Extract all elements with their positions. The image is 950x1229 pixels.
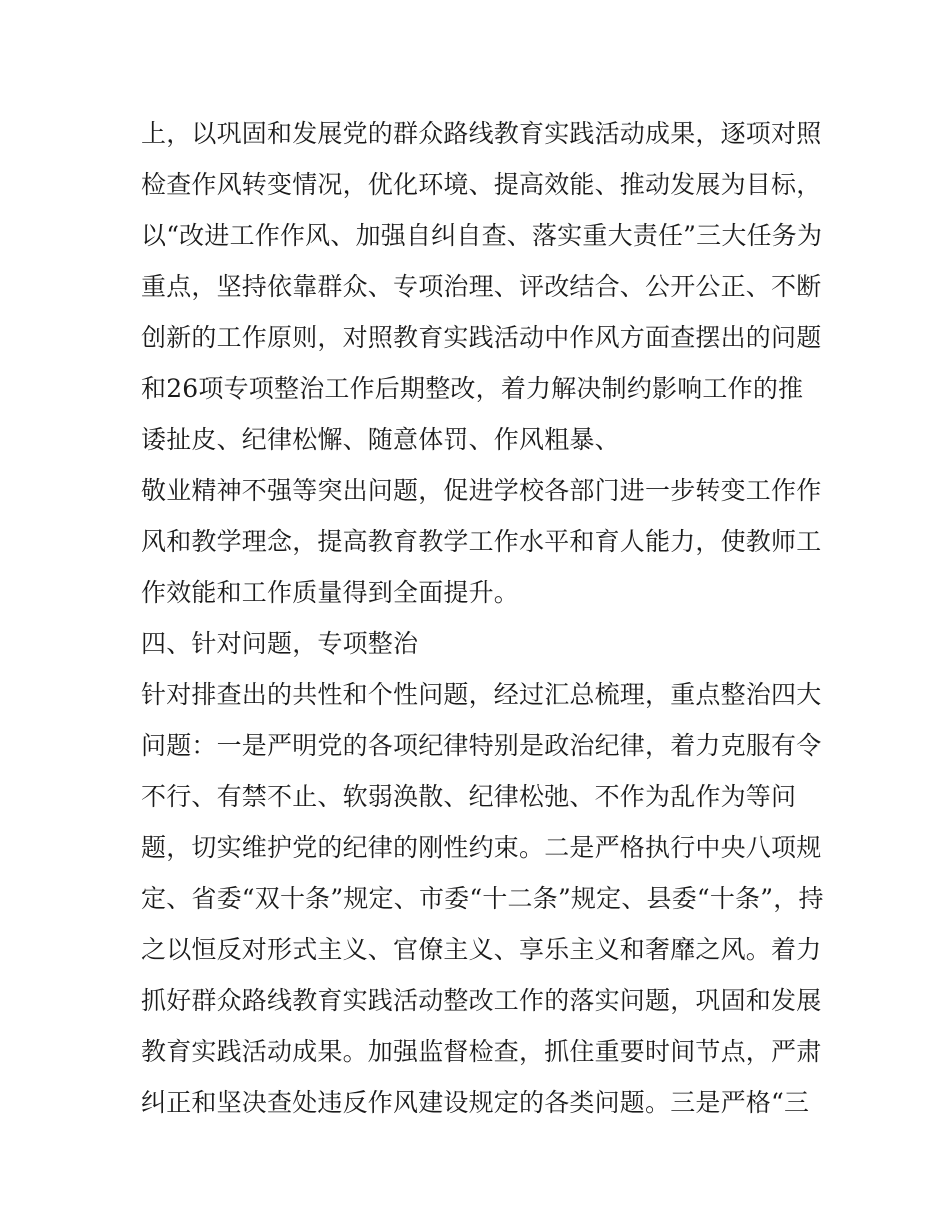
text-line: 创新的工作原则，对照教育实践活动中作风方面查摆出的问题 xyxy=(141,323,822,352)
text-line: 敬业精神不强等突出问题，促进学校各部门进一步转变工作作 xyxy=(141,476,822,505)
text-line: 抓好群众路线教育实践活动整改工作的落实问题，巩固和发展 xyxy=(141,986,822,1015)
text-line: 诿扯皮、纪律松懈、随意体罚、作风粗暴、 xyxy=(141,425,620,454)
text-line: 针对排查出的共性和个性问题，经过汇总梳理，重点整治四大 xyxy=(141,680,822,709)
text-line: 作效能和工作质量得到全面提升。 xyxy=(141,578,520,607)
text-line: 检查作风转变情况，优化环境、提高效能、推动发展为目标， xyxy=(141,170,822,199)
text-line: 以“改进工作作风、加强自纠自查、落实重大责任”三大任务为 xyxy=(141,221,823,250)
text-line: 题，切实维护党的纪律的刚性约束。二是严格执行中央八项规 xyxy=(141,833,822,862)
text-line: 定、省委“双十条”规定、市委“十二条”规定、县委“十条”，持 xyxy=(141,884,824,913)
text-line: 上，以巩固和发展党的群众路线教育实践活动成果，逐项对照 xyxy=(141,119,822,148)
text-line: 重点，坚持依靠群众、专项治理、评改结合、公开公正、不断 xyxy=(141,272,822,301)
text-line: 风和教学理念，提高教育教学工作水平和育人能力，使教师工 xyxy=(141,527,822,556)
section-heading: 四、针对问题，专项整治 xyxy=(141,629,419,658)
text-line: 和26项专项整治工作后期整改，着力解决制约影响工作的推 xyxy=(141,374,804,403)
text-line: 之以恒反对形式主义、官僚主义、享乐主义和奢靡之风。着力 xyxy=(141,935,822,964)
text-line: 纠正和坚决查处违反作风建设规定的各类问题。三是严格“三 xyxy=(141,1088,810,1117)
text-line: 教育实践活动成果。加强监督检查，抓住重要时间节点，严肃 xyxy=(141,1037,822,1066)
document-body xyxy=(141,108,824,1128)
text-line: 问题：一是严明党的各项纪律特别是政治纪律，着力克服有令 xyxy=(141,731,822,760)
text-line: 不行、有禁不止、软弱涣散、纪律松弛、不作为乱作为等问 xyxy=(141,782,797,811)
